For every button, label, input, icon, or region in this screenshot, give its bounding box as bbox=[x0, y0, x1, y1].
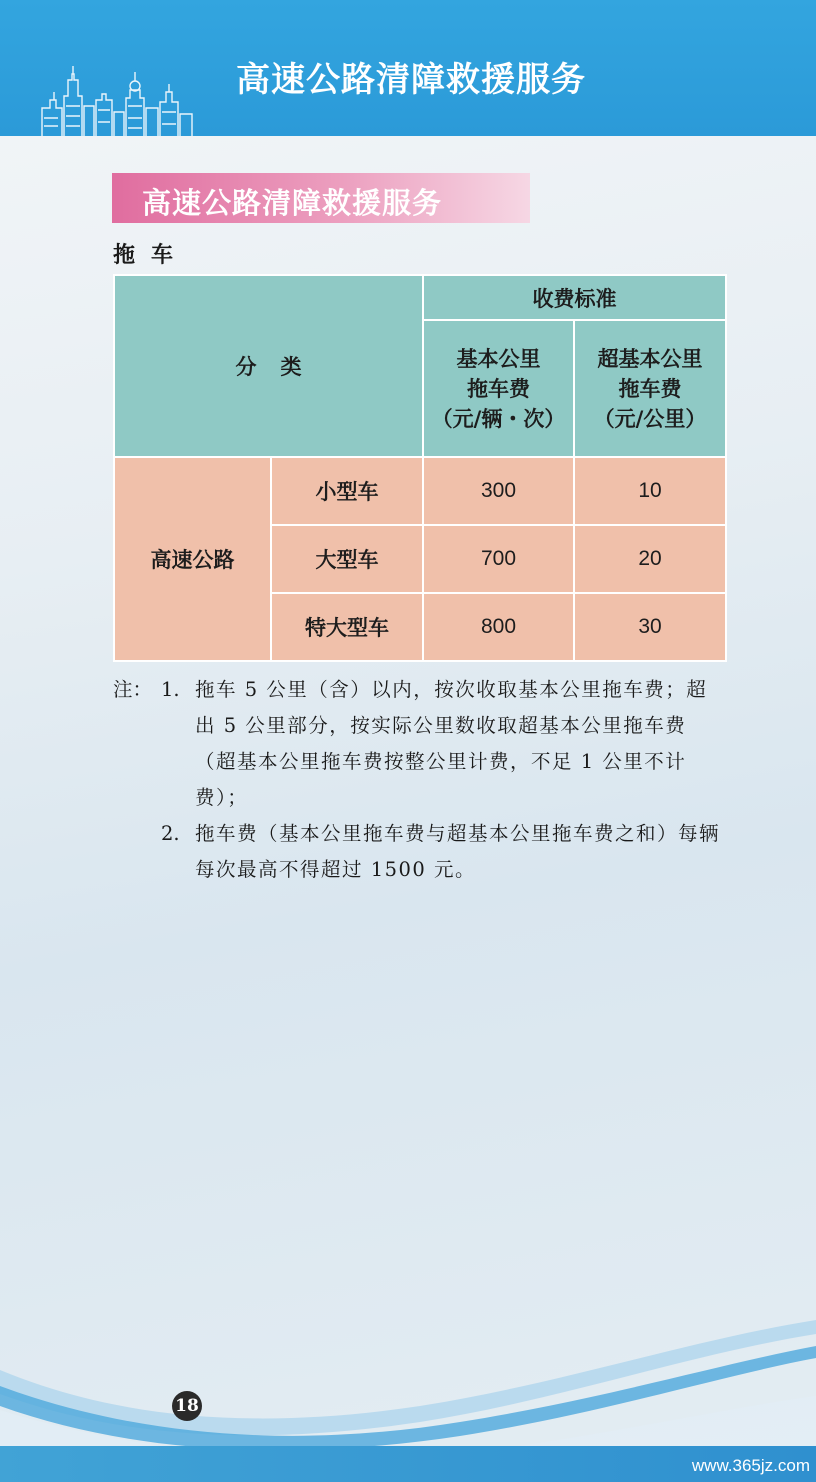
basic-fee-cell: 300 bbox=[423, 457, 574, 525]
vehicle-type-cell: 小型车 bbox=[271, 457, 423, 525]
category-header: 分类 bbox=[114, 275, 423, 457]
basic-fee-cell: 700 bbox=[423, 525, 574, 593]
note-item bbox=[113, 672, 728, 816]
extra-fee-header: 超基本公里 拖车费 （元/公里） bbox=[574, 320, 726, 457]
extra-fee-cell: 20 bbox=[574, 525, 726, 593]
section-banner bbox=[112, 173, 530, 223]
note-text: 拖车费（基本公里拖车费与超基本公里拖车费之和）每辆每次最高不得超过 1500 元。 bbox=[195, 822, 721, 881]
fee-standard-header: 收费标准 bbox=[423, 275, 726, 320]
basic-fee-cell: 800 bbox=[423, 593, 574, 661]
city-skyline-icon bbox=[40, 62, 195, 136]
road-type-cell: 高速公路 bbox=[114, 457, 271, 661]
notes-label: 注： bbox=[113, 678, 153, 701]
header-title: 高速公路清障救援服务 bbox=[236, 60, 586, 100]
table-row bbox=[114, 457, 726, 525]
page-header bbox=[0, 0, 816, 136]
extra-fee-cell: 30 bbox=[574, 593, 726, 661]
note-number: 1. bbox=[161, 678, 180, 701]
vehicle-type-cell: 大型车 bbox=[271, 525, 423, 593]
note-item bbox=[113, 816, 728, 888]
extra-fee-cell: 10 bbox=[574, 457, 726, 525]
basic-fee-header: 基本公里 拖车费 （元/辆・次） bbox=[423, 320, 574, 457]
vehicle-type-cell: 特大型车 bbox=[271, 593, 423, 661]
sub-heading: 拖车 bbox=[113, 243, 190, 268]
section-title: 高速公路清障救援服务 bbox=[142, 186, 443, 220]
notes-section bbox=[113, 672, 728, 888]
watermark: www.365jz.com bbox=[691, 1456, 810, 1475]
note-number: 2. bbox=[161, 822, 180, 845]
note-text: 拖车 5 公里（含）以内，按次收取基本公里拖车费；超出 5 公里部分，按实际公里数收取超基本公里拖车费（超基本公里拖车费按整公里计费，不足 1 公里不计费）； bbox=[195, 678, 708, 809]
page-number: 18 bbox=[172, 1391, 202, 1421]
towing-fee-table bbox=[113, 274, 727, 662]
